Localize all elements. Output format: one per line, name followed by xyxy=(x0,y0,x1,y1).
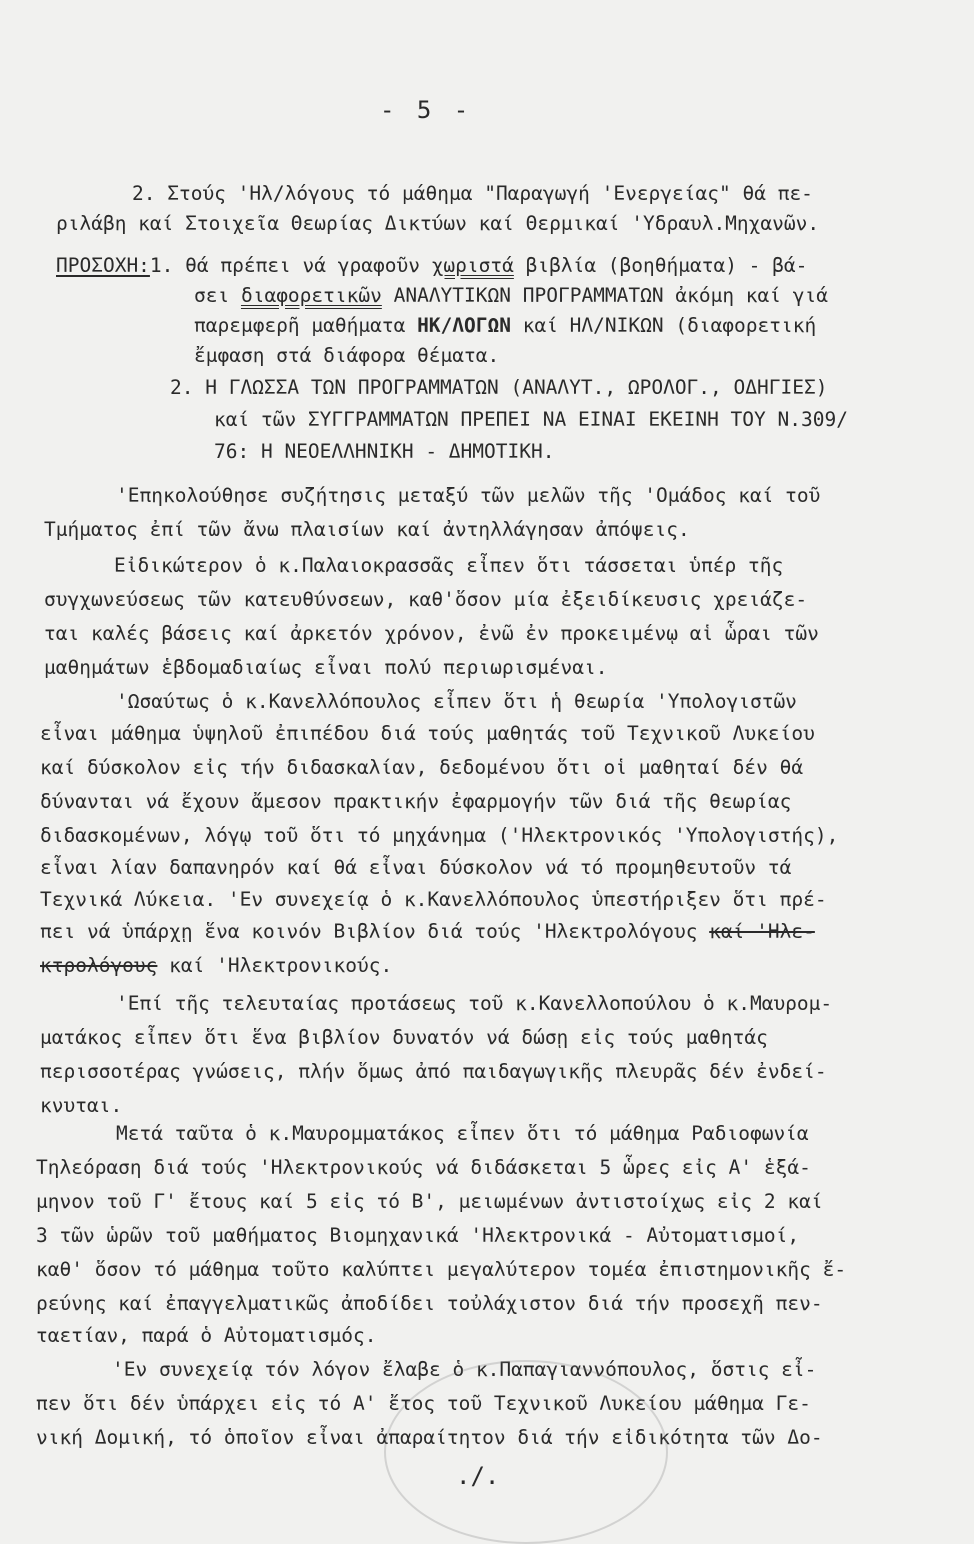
page-number: - 5 - xyxy=(380,96,473,124)
text-line: καθ' ὅσον τό μάθημα τοῦτο καλύπτει μεγαλύτερον τομέα ἐπιστημονικῆς ἔ- xyxy=(36,1258,847,1281)
text-line: 76: Η ΝΕΟΕΛΛΗΝΙΚΗ - ΔΗΜΟΤΙΚΗ. xyxy=(214,440,555,463)
text-line xyxy=(194,316,816,336)
text-line: Τηλεόραση διά τούς 'Ηλεκτρονικούς νά διδάσκεται 5 ὧρες εἰς Α' ἑξά- xyxy=(36,1156,811,1179)
text-line: ρεύνης καί ἐπαγγελματικῶς ἀποδίδει τοὐλάχιστον διά τήν προσεχῆ πεν- xyxy=(36,1292,823,1315)
text-span: παρεμφερῆ μαθήματα xyxy=(194,314,418,337)
text-line: 'Εν συνεχείᾳ τόν λόγον ἔλαβε ὁ κ.Παπαγιαννόπουλος, ὅστις εἶ- xyxy=(112,1358,817,1381)
page-end-mark: ./. xyxy=(456,1462,500,1490)
text-line: ταετίαν, παρά ὁ Αὐτοματισμός. xyxy=(36,1324,377,1347)
struck-text: καί 'Ηλε- xyxy=(709,920,815,943)
text-line: νική Δομική, τό ὁποῖον εἶναι ἀπαραίτητον διά τήν εἰδικότητα τῶν Δο- xyxy=(36,1426,823,1449)
text-line: κνυται. xyxy=(40,1094,123,1117)
text-line: 'Επηκολούθησε συζήτησις μεταξύ τῶν μελῶν τῆς 'Ομάδος καί τοῦ xyxy=(116,484,821,507)
text-line: 2. Στούς 'Ηλ/λόγους τό μάθημα "Παραγωγή 'Ενεργείας" θά πε- xyxy=(132,182,813,205)
text-line: Μετά ταῦτα ὁ κ.Μαυρομματάκος εἶπεν ὅτι τό μάθημα Ραδιοφωνία xyxy=(116,1122,809,1145)
text-span: σει xyxy=(194,284,241,307)
text-line: εἶναι λίαν δαπανηρόν καί θά εἶναι δύσκολον νά τό προμηθευτοῦν τά xyxy=(40,856,792,879)
text-line xyxy=(194,286,828,306)
text-line: καί δύσκολον εἰς τήν διδασκαλίαν, δεδομένου ὅτι οἱ μαθηταί δέν θά xyxy=(40,756,804,779)
text-line: 'Ωσαύτως ὁ κ.Κανελλόπουλος εἶπεν ὅτι ἡ θεωρία 'Υπολογιστῶν xyxy=(116,690,797,713)
text-span: πει νά ὑπάρχῃ ἕνα κοινόν Βιβλίον διά τούς 'Ηλεκτρολόγους xyxy=(40,920,710,943)
attention-label: ΠΡΟΣΟΧΗ: xyxy=(56,254,150,277)
text-line xyxy=(40,956,392,976)
text-line xyxy=(40,922,815,942)
text-line: 'Επί τῆς τελευταίας προτάσεως τοῦ κ.Κανελλοπούλου ὁ κ.Μαυρομ- xyxy=(116,992,833,1015)
text-span: ΑΝΑΛΥΤΙΚΩΝ ΠΡΟΓΡΑΜΜΑΤΩΝ ἀκόμη καί γιά xyxy=(381,284,828,307)
emphasis-text: χωριστά xyxy=(431,254,514,277)
struck-text: κτρολόγους xyxy=(40,954,158,977)
text-line: Τμήματος ἐπί τῶν ἄνω πλαισίων καί ἀντηλλάγησαν ἀπόψεις. xyxy=(44,518,690,541)
text-line: διδασκομένων, λόγῳ τοῦ ὅτι τό μηχάνημα ('Ηλεκτρονικός 'Υπολογιστής), xyxy=(40,824,839,847)
text-line: δύνανται νά ἔχουν ἄμεσον πρακτικήν ἐφαρμογήν τῶν διά τῆς θεωρίας xyxy=(40,790,792,813)
text-line: ματάκος εἶπεν ὅτι ἕνα βιβλίον δυνατόν νά δώσῃ εἰς τούς μαθητάς xyxy=(40,1026,768,1049)
text-line: πεν ὅτι δέν ὑπάρχει εἰς τό Α' ἔτος τοῦ Τεχνικοῦ Λυκείου μάθημα Γε- xyxy=(36,1392,811,1415)
attention-item-1 xyxy=(56,256,807,276)
emphasis-text: διαφορετικῶν xyxy=(240,284,382,307)
attention-item-2: 2. Η ΓΛΩΣΣΑ ΤΩΝ ΠΡΟΓΡΑΜΜΑΤΩΝ (ΑΝΑΛΥΤ., ΩΡΟΛΟΓ., ΟΔΗΓΙΕΣ) xyxy=(170,376,828,399)
text-span: καί ΗΛ/ΝΙΚΩΝ (διαφορετική xyxy=(510,314,817,337)
text-span: βιβλία (βοηθήματα) - βά- xyxy=(513,254,808,277)
text-line: 3 τῶν ὡρῶν τοῦ μαθήματος Βιομηχανικά 'Ηλεκτρονικά - Αὐτοματισμοί, xyxy=(36,1224,800,1247)
text-line: μαθημάτων ἑβδομαδιαίως εἶναι πολύ περιωρισμέναι. xyxy=(44,656,608,679)
text-span: καί 'Ηλεκτρονικούς. xyxy=(157,954,393,977)
text-line: εἶναι μάθημα ὑψηλοῦ ἐπιπέδου διά τούς μαθητάς τοῦ Τεχνικοῦ Λυκείου xyxy=(40,722,815,745)
text-line: καί τῶν ΣΥΓΓΡΑΜΜΑΤΩΝ ΠΡΕΠΕΙ ΝΑ ΕΙΝΑΙ ΕΚΕΙΝΗ ΤΟΥ Ν.309/ xyxy=(214,408,848,431)
emphasis-text: ΗΚ/ΛΟΓΩΝ xyxy=(417,314,511,337)
text-line: συγχωνεύσεως τῶν κατευθύνσεων, καθ'ὅσον μία ἐξειδίκευσις χρειάζε- xyxy=(44,588,808,611)
text-line: Εἰδικώτερον ὁ κ.Παλαιοκρασσᾶς εἶπεν ὅτι τάσσεται ὑπέρ τῆς xyxy=(114,554,784,577)
text-line: ἔμφαση στά διάφορα θέματα. xyxy=(194,344,500,367)
faint-stamp-circle xyxy=(384,1360,668,1544)
text-line: περισσοτέρας γνώσεις, πλήν ὅμως ἀπό παιδαγωγικῆς πλευρᾶς δέν ἐνδεί- xyxy=(40,1060,827,1083)
text-line: μηνον τοῦ Γ' ἔτους καί 5 εἰς τό Β', μειωμένων ἀντιστοίχως εἰς 2 καί xyxy=(36,1190,823,1213)
text-line: ται καλές βάσεις καί ἀρκετόν χρόνον, ἐνῶ ἐν προκειμένῳ αἱ ὧραι τῶν xyxy=(44,622,819,645)
text-line: ριλάβη καί Στοιχεῖα Θεωρίας Δικτύων καί Θερμικαί 'Υδραυλ.Μηχανῶν. xyxy=(56,212,820,235)
text-line: Τεχνικά Λύκεια. 'Εν συνεχείᾳ ὁ κ.Κανελλόπουλος ὑπεστήριξεν ὅτι πρέ- xyxy=(40,888,827,911)
text-span: 1. θά πρέπει νά γραφοῦν xyxy=(149,254,432,277)
